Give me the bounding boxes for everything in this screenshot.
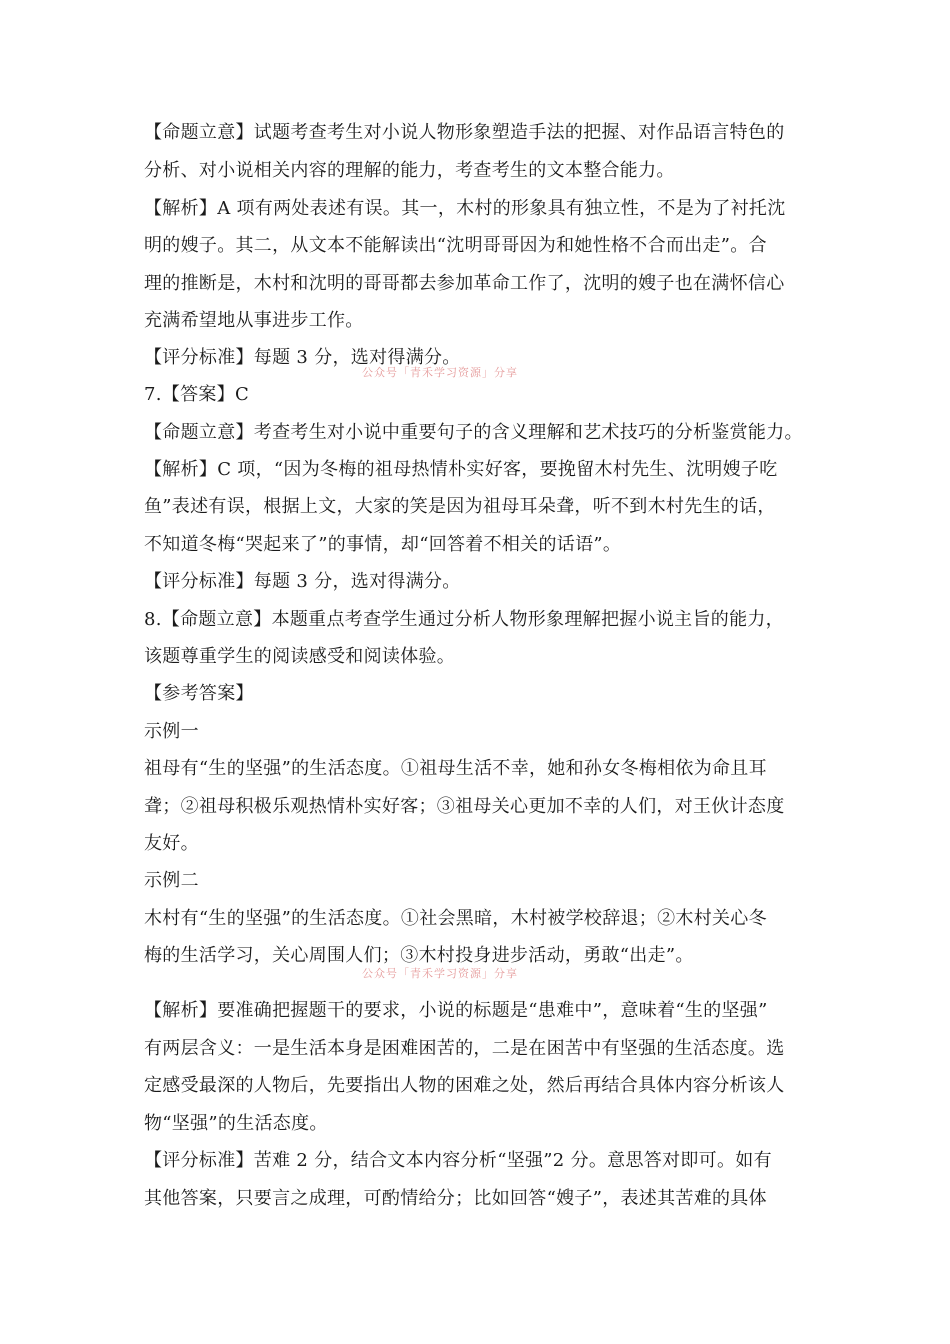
text-line: 梅的生活学习，关心周围人们；③木村投身进步活动，勇敢“出走”。 bbox=[144, 945, 694, 966]
text-line: 不知道冬梅“哭起来了”的事情，却“回答着不相关的话语”。 bbox=[144, 534, 622, 555]
text-line: 【评分标准】每题 3 分，选对得满分。 bbox=[144, 347, 461, 368]
text-line: 示例二 bbox=[144, 870, 199, 891]
text-line: 【解析】A 项有两处表述有误。其一，木村的形象具有独立性，不是为了衬托沈 bbox=[144, 198, 786, 219]
text-line: 【评分标准】每题 3 分，选对得满分。 bbox=[144, 571, 461, 592]
text-line: 祖母有“生的坚强”的生活态度。①祖母生活不幸，她和孙女冬梅相依为命且耳 bbox=[144, 758, 767, 779]
text-line: 8.【命题立意】本题重点考查学生通过分析人物形象理解把握小说主旨的能力， bbox=[144, 609, 784, 630]
text-line: 【评分标准】苦难 2 分，结合文本内容分析“坚强”2 分。意思答对即可。如有 bbox=[144, 1150, 772, 1171]
text-line: 其他答案，只要言之成理，可酌情给分；比如回答“嫂子”，表述其苦难的具体 bbox=[144, 1188, 767, 1209]
text-line: 木村有“生的坚强”的生活态度。①社会黑暗，木村被学校辞退；②木村关心冬 bbox=[144, 908, 767, 929]
text-line: 友好。 bbox=[144, 833, 199, 854]
text-line: 物“坚强”的生活态度。 bbox=[144, 1113, 328, 1134]
watermark: 公众号「青禾学习资源」分享 bbox=[362, 366, 518, 379]
text-line: 分析、对小说相关内容的理解的能力，考查考生的文本整合能力。 bbox=[144, 160, 675, 181]
text-line: 有两层含义：一是生活本身是困难困苦的，二是在困苦中有坚强的生活态度。选 bbox=[144, 1038, 785, 1059]
text-line: 该题尊重学生的阅读感受和阅读体验。 bbox=[144, 646, 456, 667]
text-line: 示例一 bbox=[144, 721, 199, 742]
text-line: 【命题立意】考查考生对小说中重要句子的含义理解和艺术技巧的分析鉴赏能力。 bbox=[144, 422, 803, 443]
text-line: 充满希望地从事进步工作。 bbox=[144, 310, 364, 331]
text-line: 【解析】要准确把握题干的要求，小说的标题是“患难中”，意味着“生的坚强” bbox=[144, 1000, 768, 1021]
watermark: 公众号「青禾学习资源」分享 bbox=[362, 967, 518, 980]
text-line: 【参考答案】 bbox=[144, 683, 254, 704]
text-line: 定感受最深的人物后，先要指出人物的困难之处，然后再结合具体内容分析该人 bbox=[144, 1075, 785, 1096]
text-line: 明的嫂子。其二，从文本不能解读出“沈明哥哥因为和她性格不合而出走”。合 bbox=[144, 235, 767, 256]
text-line: 【命题立意】试题考查考生对小说人物形象塑造手法的把握、对作品语言特色的 bbox=[144, 122, 785, 143]
text-line: 理的推断是，木村和沈明的哥哥都去参加革命工作了，沈明的嫂子也在满怀信心 bbox=[144, 273, 785, 294]
text-line: 【解析】C 项，“因为冬梅的祖母热情朴实好客，要挽留木村先生、沈明嫂子吃 bbox=[144, 459, 778, 480]
text-line: 聋；②祖母积极乐观热情朴实好客；③祖母关心更加不幸的人们，对王伙计态度 bbox=[144, 796, 785, 817]
text-line: 7.【答案】C bbox=[144, 384, 250, 405]
text-line: 鱼”表述有误，根据上文，大家的笑是因为祖母耳朵聋，听不到木村先生的话， bbox=[144, 496, 776, 517]
